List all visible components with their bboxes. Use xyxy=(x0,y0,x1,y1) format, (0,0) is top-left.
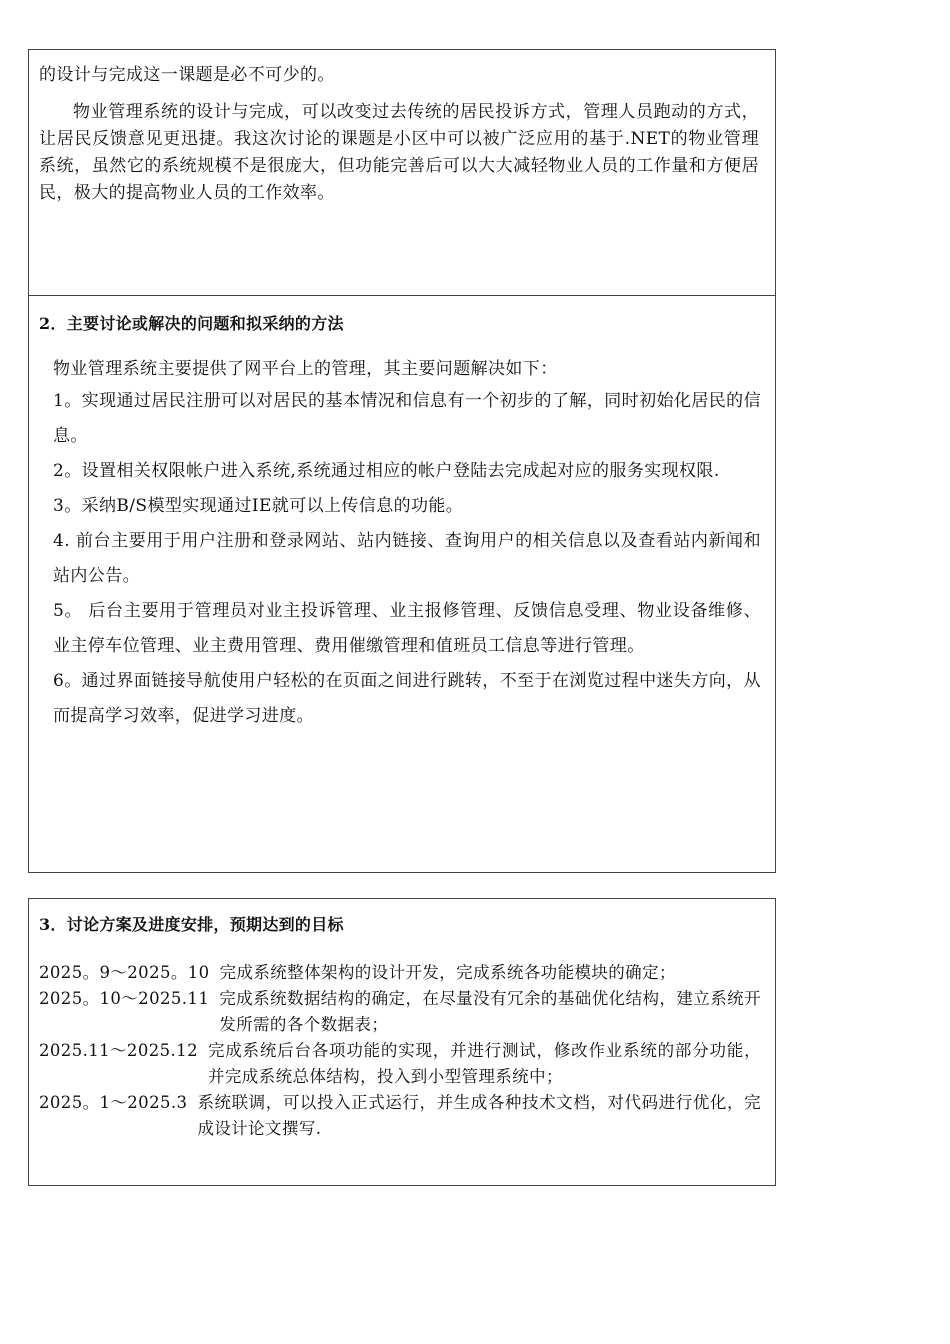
schedule-list xyxy=(39,960,761,1142)
schedule-row xyxy=(39,960,761,986)
continuation-text: 的设计与完成这一课题是必不可少的。 xyxy=(39,65,335,85)
list-item: 1。实现通过居民注册可以对居民的基本情况和信息有一个初步的了解，同时初始化居民的信息。 xyxy=(53,391,761,446)
section-heading-problems: 2．主要讨论或解决的问题和拟采纳的方法 xyxy=(39,314,344,333)
problems-intro: 物业管理系统主要提供了网平台上的管理，其主要问题解决如下： xyxy=(53,359,558,379)
list-item: 4. 前台主要用于用户注册和登录网站、站内链接、查询用户的相关信息以及查看站内新闻和站内公告。 xyxy=(53,531,761,586)
schedule-row xyxy=(39,986,761,1038)
list-item: 2。设置相关权限帐户进入系统,系统通过相应的帐户登陆去完成起对应的服务实现权限. xyxy=(53,461,720,481)
problems-list xyxy=(53,384,761,734)
section-box-schedule xyxy=(28,898,776,1186)
list-item: 3。采纳B/S模型实现通过IE就可以上传信息的功能。 xyxy=(53,496,464,516)
section-box-problems xyxy=(28,295,776,873)
schedule-period: 2025。9～2025。10 xyxy=(39,963,210,982)
schedule-row xyxy=(39,1090,761,1142)
section-box-intro xyxy=(28,49,776,296)
list-item: 6。通过界面链接导航使用户轻松的在页面之间进行跳转，不至于在浏览过程中迷失方向，从而提高学习效率，促进学习进度。 xyxy=(53,671,761,726)
schedule-task: 完成系统后台各项功能的实现，并进行测试，修改作业系统的部分功能，并完成系统总体结构，投入到小型管理系统中； xyxy=(207,1041,761,1086)
schedule-task: 完成系统数据结构的确定，在尽量没有冗余的基础优化结构，建立系统开发所需的各个数据表； xyxy=(219,989,761,1034)
schedule-task: 完成系统整体架构的设计开发，完成系统各功能模块的确定； xyxy=(219,963,676,982)
section-heading-schedule: 3．讨论方案及进度安排，预期达到的目标 xyxy=(39,915,344,934)
schedule-row xyxy=(39,1038,761,1090)
schedule-period: 2025。10～2025.11 xyxy=(39,989,210,1008)
schedule-period: 2025。1～2025.3 xyxy=(39,1093,188,1112)
schedule-task: 系统联调，可以投入正式运行，并生成各种技术文档，对代码进行优化，完成设计论文撰写. xyxy=(197,1093,761,1138)
list-item: 5。 后台主要用于管理员对业主投诉管理、业主报修管理、反馈信息受理、物业设备维修、业主停车位管理、业主费用管理、费用催缴管理和值班员工信息等进行管理。 xyxy=(53,601,761,656)
schedule-period: 2025.11～2025.12 xyxy=(39,1041,198,1060)
intro-paragraph: 物业管理系统的设计与完成，可以改变过去传统的居民投诉方式，管理人员跑动的方式，让居民反馈意见更迅捷。我这次讨论的课题是小区中可以被广泛应用的基于.NET的物业管理系统，虽然它的系统规模不是很庞大，但功能完善后可以大大减轻物业人员的工作量和方便居民，极大的提高物业人员的工作效率。 xyxy=(39,102,759,203)
